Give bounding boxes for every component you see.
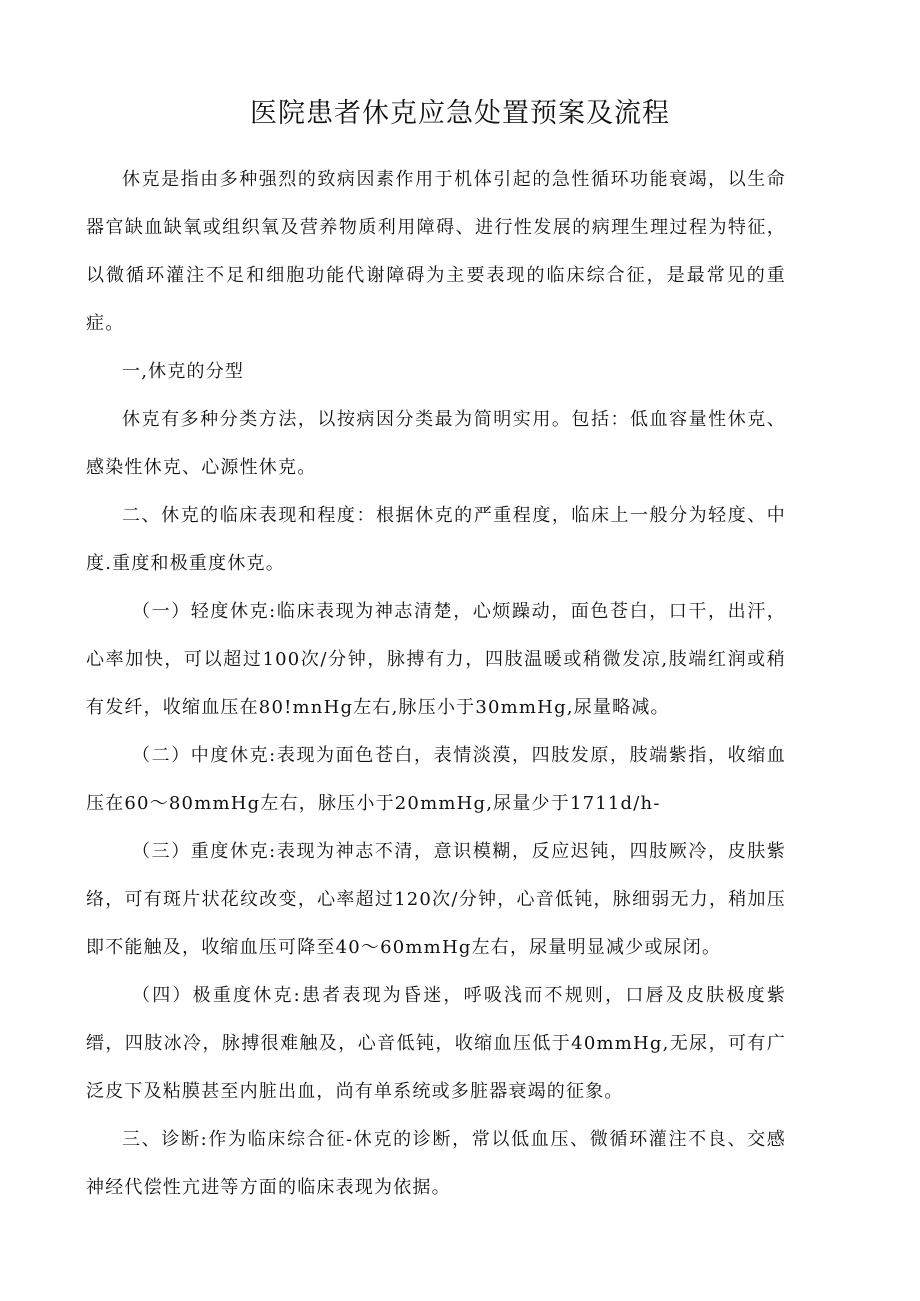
document-title: 医院患者休克应急处置预案及流程 (250, 98, 670, 129)
paragraph-shock-definition: 休克是指由多种强烈的致病因素作用于机体引起的急性循环功能衰竭，以生命器官缺血缺氧或组织氧及营养物质利用障碍、进行性发展的病理生理过程为特征，以微循环灌注不足和细胞功能代谢障碍为主要表现的临床综合征，是最常见的重症。 (86, 169, 786, 334)
paragraph-mild-shock: （一）轻度休克:临床表现为神志清楚，心烦躁动，面色苍白，口干，出汗，心率加快，可以超过100次/分钟，脉搏有力，四肢温暖或稍微发凉,肢端红润或稍有发纤，收缩血压在80!mnHg左右,脉压小于30mmHg,尿量略减。 (86, 601, 786, 718)
paragraph-extreme-shock: （四）极重度休克:患者表现为昏迷，呼吸浅而不规则，口唇及皮肤极度紫缙，四肢冰冷，脉搏很难触及，心音低钝，收缩血压低于40mmHg,无尿，可有广泛皮下及粘膜甚至内脏出血，尚有单系统或多脏器衰竭的征象。 (86, 985, 786, 1102)
heading-shock-classification: 一,休克的分型 (122, 361, 245, 382)
paragraph-severe-shock: （三）重度休克:表现为神志不清，意识模糊，反应迟钝，四肢厥冷，皮肤紫络，可有斑片状花纹改变，心率超过120次/分钟，心音低钝，脉细弱无力，稍加压即不能触及，收缩血压可降至40～60mmHg左右，尿量明显减少或尿闭。 (86, 841, 786, 958)
heading-clinical-manifestation: 二、休克的临床表现和程度：根据休克的严重程度，临床上一般分为轻度、中度.重度和极重度休克。 (86, 505, 786, 574)
paragraph-diagnosis: 三、诊断:作为临床综合征-休克的诊断，常以低血压、微循环灌注不良、交感神经代偿性亢进等方面的临床表现为依据。 (86, 1129, 786, 1198)
paragraph-moderate-shock: （二）中度休克:表现为面色苍白，表情淡漠，四肢发原，肢端紫指，收缩血压在60～80mmHg左右，脉压小于20mmHg,尿量少于1711d/h- (86, 745, 786, 814)
paragraph-shock-classification: 休克有多种分类方法，以按病因分类最为简明实用。包括：低血容量性休克、感染性休克、心源性休克。 (86, 409, 786, 478)
